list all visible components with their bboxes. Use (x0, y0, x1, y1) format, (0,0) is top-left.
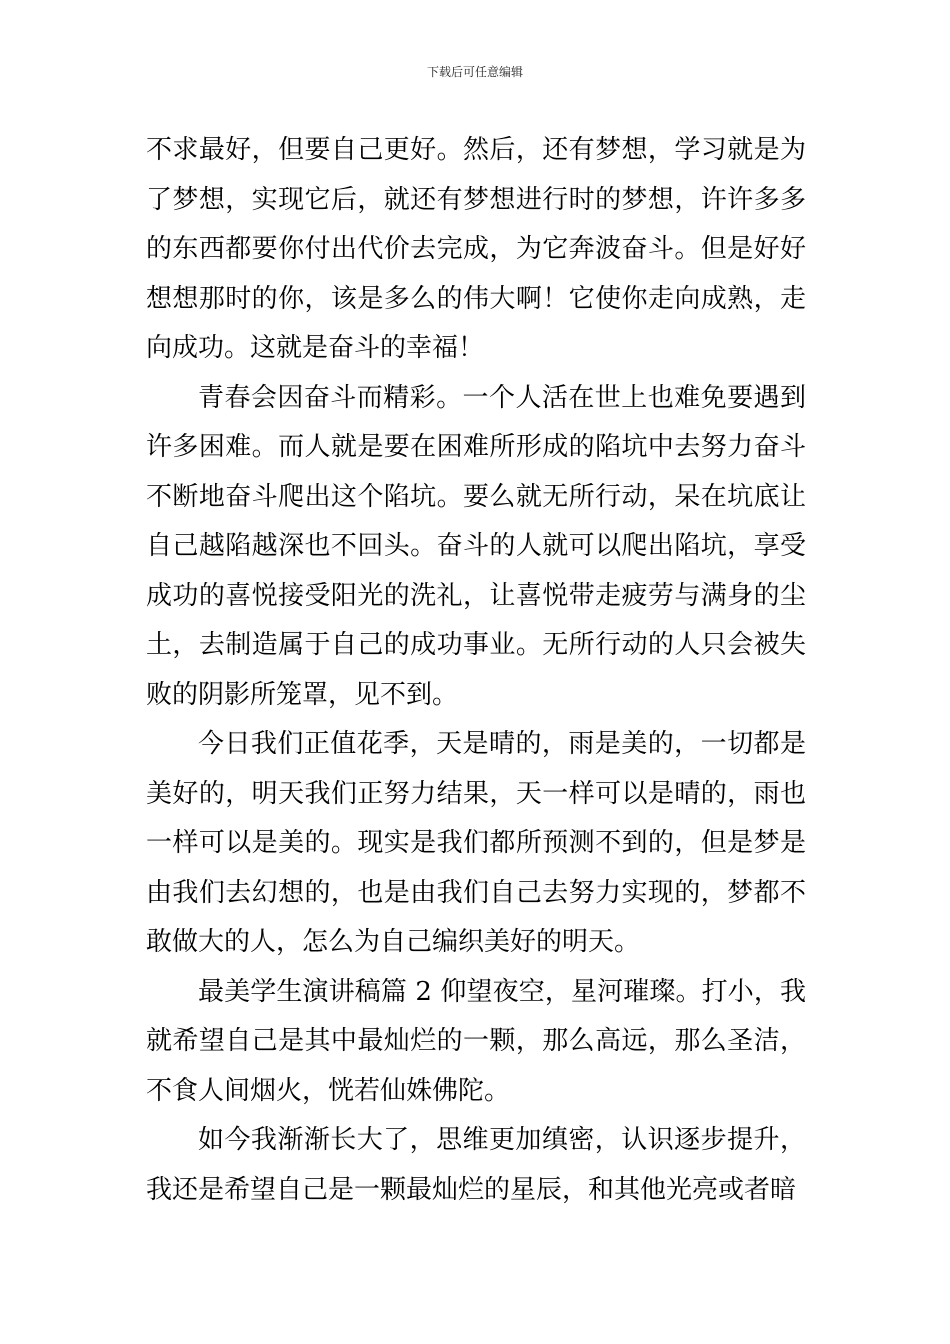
document-body (146, 126, 806, 1215)
paragraph-4: 最美学生演讲稿篇 2 仰望夜空，星河璀璨。打小，我就希望自己是其中最灿烂的一颗，那么高远，那么圣洁，不食人间烟火，恍若仙姝佛陀。 (146, 976, 806, 1106)
paragraph-1: 不求最好，但要自己更好。然后，还有梦想，学习就是为了梦想，实现它后，就还有梦想进行时的梦想，许许多多的东西都要你付出代价去完成，为它奔波奋斗。但是好好想想那时的你，该是多么的伟大啊！它使你走向成熟，走向成功。这就是奋斗的幸福！ (146, 135, 806, 363)
paragraph-3: 今日我们正值花季，天是晴的，雨是美的，一切都是美好的，明天我们正努力结果，天一样可以是晴的，雨也一样可以是美的。现实是我们都所预测不到的，但是梦是由我们去幻想的，也是由我们自己去努力实现的，梦都不敢做大的人，怎么为自己编织美好的明天。 (146, 729, 806, 957)
paragraph-2: 青春会因奋斗而精彩。一个人活在世上也难免要遇到许多困难。而人就是要在困难所形成的陷坑中去努力奋斗不断地奋斗爬出这个陷坑。要么就无所行动，呆在坑底让自己越陷越深也不回头。奋斗的人就可以爬出陷坑，享受成功的喜悦接受阳光的洗礼，让喜悦带走疲劳与满身的尘土，去制造属于自己的成功事业。无所行动的人只会被失败的阴影所笼罩，见不到。 (146, 382, 806, 710)
paragraph-5: 如今我渐渐长大了，思维更加缜密，认识逐步提升，我还是希望自己是一颗最灿烂的星辰，和其他光亮或者暗 (146, 1125, 806, 1205)
page-header: 下载后可任意编辑 (426, 65, 523, 79)
